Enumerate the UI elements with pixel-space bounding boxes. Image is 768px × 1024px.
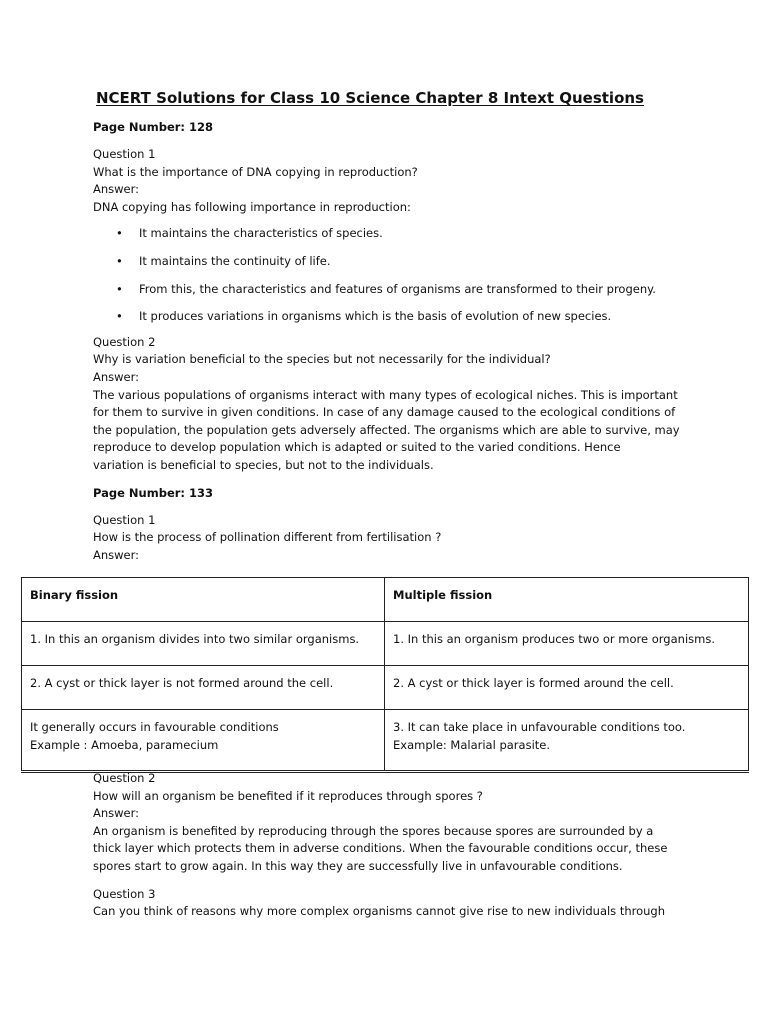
table-row [22,666,749,710]
answer-line: variation is beneficial to species, but not to the individuals. [93,457,434,472]
table-row [22,622,749,666]
answer-line: the population, the population gets adversely affected. The organisms which are able to survive, may [93,422,680,437]
fission-comparison-table [21,577,749,773]
answer-label: Answer: [93,182,140,197]
table-header-cell: Multiple fission [385,578,749,622]
table-row [22,710,749,772]
question-label: Question 2 [93,771,156,785]
table-cell: It generally occurs in favourable conditions Example : Amoeba, paramecium [22,710,385,772]
answer-label: Answer: [93,547,140,562]
question-block-3 [93,512,680,565]
question-block-4 [93,770,683,876]
answer-line: thick layer which protects them in adverse conditions. When the favourable conditions occur, these [93,841,668,856]
page-number-133: Page Number: 133 [93,485,214,500]
after-table-content [93,770,683,921]
question-block-5 [93,886,683,921]
bullet-icon: • [116,226,123,241]
bullet-icon: • [116,309,123,324]
answer-intro: DNA copying has following importance in reproduction: [93,199,411,214]
answer-label: Answer: [93,806,140,821]
list-item: • It maintains the continuity of life. [116,253,331,268]
table-header-row [22,578,749,622]
page-title: NCERT Solutions for Class 10 Science Chapter 8 Intext Questions [96,89,644,107]
answer-line: The various populations of organisms interact with many types of ecological niches. This is important [93,387,678,402]
question-text: Can you think of reasons why more complex organisms cannot give rise to new individuals through [93,904,666,919]
answer-line: spores start to grow again. In this way they are successfully live in unfavourable conditions. [93,858,623,873]
list-item: • It maintains the characteristics of species. [116,226,383,241]
table-header-cell: Binary fission [22,578,385,622]
page-number-128: Page Number: 128 [93,120,214,134]
bullet-list [93,225,680,325]
question-text: How will an organism be benefited if it reproduces through spores ? [93,788,483,803]
table-cell: 1. In this an organism divides into two similar organisms. [22,622,385,666]
answer-line: reproduce to develop population which is adapted or suited to the varied conditions. Hence [93,440,621,455]
bullet-icon: • [116,281,123,296]
list-item: • It produces variations in organisms which is the basis of evolution of new species. [116,309,612,324]
table-cell: 2. A cyst or thick layer is not formed around the cell. [22,666,385,710]
bullet-icon: • [116,253,123,268]
question-text: Why is variation beneficial to the species but not necessarily for the individual? [93,352,551,367]
table-cell: 2. A cyst or thick layer is formed around the cell. [385,666,749,710]
question-block-1 [93,146,680,325]
question-block-2 [93,334,680,475]
question-label: Question 2 [93,334,156,349]
answer-line: for them to survive in given conditions. In case of any damage caused to the ecological conditions of [93,405,676,420]
table-cell: 3. It can take place in unfavourable conditions too. Example: Malarial parasite. [385,710,749,772]
answer-label: Answer: [93,369,140,384]
question-text: What is the importance of DNA copying in reproduction? [93,164,418,179]
question-text: How is the process of pollination different from fertilisation ? [93,530,442,545]
answer-line: An organism is benefited by reproducing through the spores because spores are surrounded by a [93,823,654,838]
list-item: • From this, the characteristics and features of organisms are transformed to their progeny. [116,281,656,296]
question-label: Question 1 [93,147,156,161]
question-label: Question 1 [93,512,156,527]
table-cell: 1. In this an organism produces two or more organisms. [385,622,749,666]
question-label: Question 3 [93,886,156,901]
